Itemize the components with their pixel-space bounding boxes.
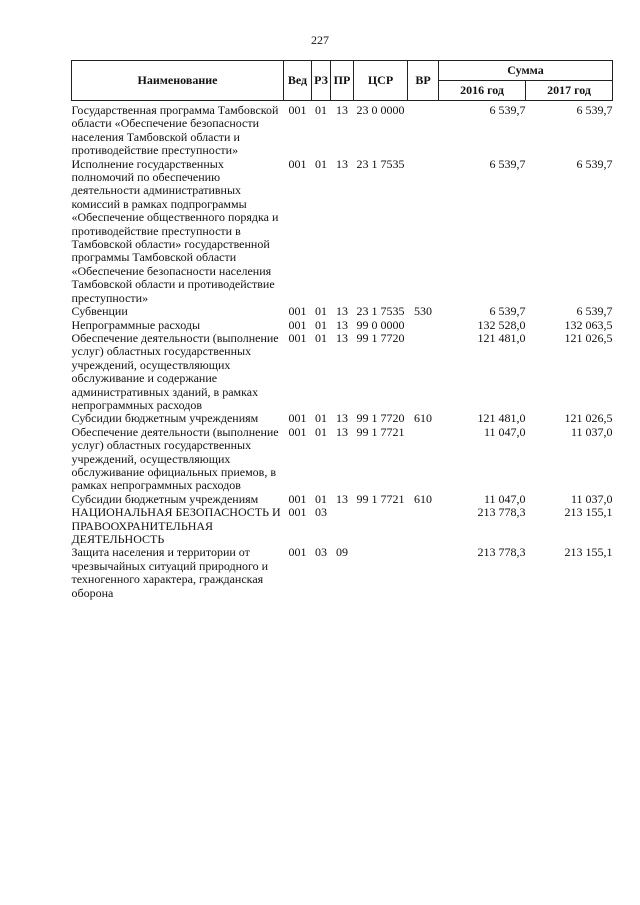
table-row	[72, 332, 613, 412]
cell-y2016: 121 481,0	[477, 330, 526, 345]
cell-vr	[408, 101, 439, 158]
table-row	[72, 412, 613, 425]
cell-y2017: 213 155,1	[564, 505, 613, 520]
cell-vr	[408, 506, 439, 546]
table-row	[72, 493, 613, 506]
table-row	[72, 506, 613, 546]
table-row	[72, 319, 613, 332]
cell-pr: 13	[336, 330, 348, 345]
cell-y2016: 6 539,7	[489, 103, 526, 117]
cell-rz: 01	[315, 317, 327, 332]
cell-csr: 99 1 7720	[356, 330, 405, 345]
cell-name: Обеспечение деятельности (выполнение услуг) областных государственных учреждений, осуществляющих обслуживание и содержание административных зданий, в рамках непрограммных расходов	[71, 330, 279, 412]
cell-vr	[408, 158, 439, 305]
cell-name: Исполнение государственных полномочий по обеспечению деятельности административных комиссий в рамках подпрограммы «Обеспечение общественного порядка и противодействие преступности в Тамбовской области» государственной программы Тамбовской области «Обеспечение безопасности населения Тамбовской области и противодействие преступности»	[71, 156, 279, 305]
cell-y2016: 213 778,3	[477, 545, 526, 560]
cell-y2017: 11 037,0	[570, 491, 613, 506]
cell-y2016: 213 778,3	[477, 505, 526, 520]
cell-rz: 01	[315, 156, 327, 171]
cell-vr: 610	[414, 491, 432, 506]
table-header	[72, 61, 613, 101]
cell-csr: 99 1 7721	[356, 491, 405, 506]
table-row	[72, 158, 613, 305]
header-ved: Вед	[284, 61, 312, 101]
cell-vr: 610	[414, 411, 432, 426]
header-2017: 2017 год	[526, 81, 613, 101]
cell-y2016: 6 539,7	[489, 304, 526, 319]
cell-pr: 13	[336, 411, 348, 426]
cell-ved: 001	[288, 545, 307, 560]
cell-csr: 23 1 7535	[356, 156, 405, 171]
cell-pr: 09	[336, 545, 348, 560]
cell-ved: 001	[288, 330, 307, 345]
cell-rz: 01	[315, 103, 327, 117]
header-sum: Сумма	[439, 61, 613, 81]
cell-csr	[354, 546, 408, 600]
cell-name: Субсидии бюджетным учреждениям	[71, 491, 259, 506]
cell-csr: 99 1 7721	[356, 424, 405, 439]
cell-ved: 001	[288, 411, 307, 426]
header-2016: 2016 год	[439, 81, 526, 101]
cell-y2016: 11 047,0	[483, 424, 526, 439]
cell-pr: 13	[336, 103, 348, 117]
page-number: 227	[311, 33, 329, 47]
header-name: Наименование	[72, 61, 284, 101]
cell-csr: 99 0 0000	[356, 317, 405, 332]
table-body	[72, 101, 613, 601]
cell-name: Непрограммные расходы	[71, 317, 201, 332]
cell-y2017: 213 155,1	[564, 545, 613, 560]
cell-y2017: 121 026,5	[564, 330, 613, 345]
cell-csr	[354, 506, 408, 546]
cell-pr	[331, 506, 354, 546]
header-pr: ПР	[331, 61, 354, 101]
cell-name: Субсидии бюджетным учреждениям	[71, 411, 259, 426]
cell-y2017: 6 539,7	[576, 103, 613, 117]
table-row	[72, 101, 613, 158]
cell-pr: 13	[336, 424, 348, 439]
cell-y2017: 6 539,7	[576, 156, 613, 171]
cell-ved: 001	[288, 491, 307, 506]
cell-name: НАЦИОНАЛЬНАЯ БЕЗОПАСНОСТЬ И ПРАВООХРАНИТЕЛЬНАЯ ДЕЯТЕЛЬНОСТЬ	[71, 505, 281, 546]
table-row	[72, 426, 613, 493]
cell-name: Субвенции	[71, 304, 128, 319]
cell-vr: 530	[414, 304, 432, 319]
table-row	[72, 305, 613, 318]
cell-y2017: 6 539,7	[576, 304, 613, 319]
cell-vr	[408, 426, 439, 493]
cell-rz: 01	[315, 411, 327, 426]
cell-vr	[408, 319, 439, 332]
cell-ved: 001	[288, 505, 307, 520]
cell-y2016: 132 528,0	[477, 317, 526, 332]
cell-rz: 03	[315, 505, 327, 520]
cell-rz: 01	[315, 304, 327, 319]
cell-vr	[408, 332, 439, 412]
budget-table	[71, 60, 613, 600]
cell-rz: 01	[315, 491, 327, 506]
header-rz: РЗ	[312, 61, 331, 101]
cell-csr: 23 1 7535	[356, 304, 405, 319]
cell-pr: 13	[336, 491, 348, 506]
cell-y2016: 6 539,7	[489, 156, 526, 171]
cell-rz: 01	[315, 424, 327, 439]
cell-rz: 01	[315, 330, 327, 345]
cell-ved: 001	[288, 317, 307, 332]
cell-name: Государственная программа Тамбовской области «Обеспечение безопасности населения Тамбовской области и противодействие преступности»	[71, 103, 279, 158]
cell-pr: 13	[336, 317, 348, 332]
cell-rz: 03	[315, 545, 327, 560]
table-row	[72, 546, 613, 600]
cell-name: Защита населения и территории от чрезвычайных ситуаций природного и техногенного характера, гражданская оборона	[71, 545, 269, 600]
cell-pr: 13	[336, 156, 348, 171]
cell-ved: 001	[288, 156, 307, 171]
cell-csr: 23 0 0000	[356, 103, 405, 117]
cell-csr: 99 1 7720	[356, 411, 405, 426]
cell-y2017: 121 026,5	[564, 411, 613, 426]
cell-ved: 001	[288, 424, 307, 439]
header-vr: ВР	[408, 61, 439, 101]
cell-pr: 13	[336, 304, 348, 319]
cell-y2016: 11 047,0	[483, 491, 526, 506]
cell-ved: 001	[288, 103, 307, 117]
cell-name: Обеспечение деятельности (выполнение услуг) областных государственных учреждений, осуществляющих обслуживание официальных приемов, в рамках непрограммных расходов	[71, 424, 279, 493]
cell-y2017: 11 037,0	[570, 424, 613, 439]
cell-vr	[408, 546, 439, 600]
cell-y2017: 132 063,5	[564, 317, 613, 332]
header-csr: ЦСР	[354, 61, 408, 101]
cell-ved: 001	[288, 304, 307, 319]
cell-y2016: 121 481,0	[477, 411, 526, 426]
